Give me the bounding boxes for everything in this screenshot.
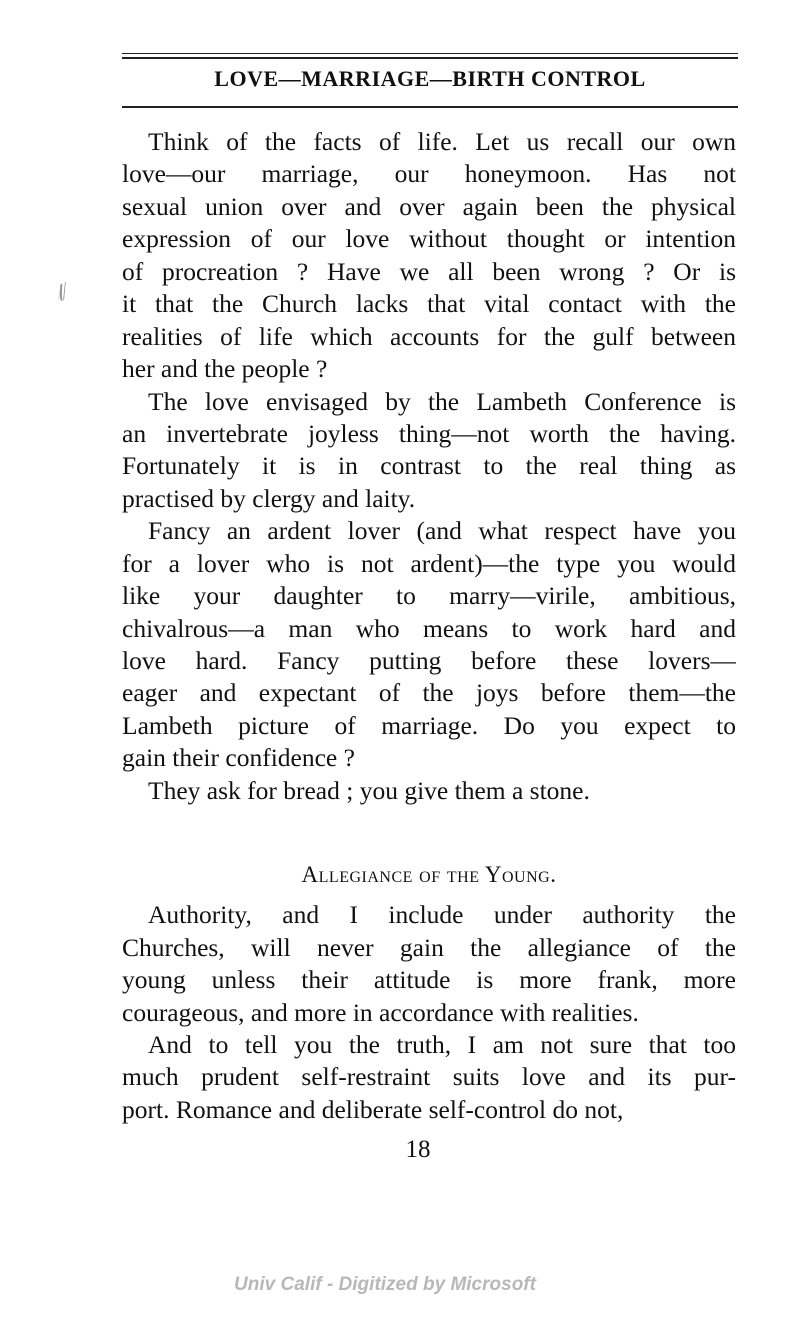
page-number: 18 — [405, 1136, 431, 1163]
text-line: Fortunately it is in contrast to the real thing as — [122, 451, 736, 481]
text-line: They ask for bread ; you give them a stone. — [148, 775, 590, 805]
text-line: eager and expectant of the joys before them—the — [122, 678, 736, 708]
text-line: Fancy an ardent lover (and what respect have you — [148, 516, 736, 546]
text-line: practised by clergy and laity. — [122, 483, 416, 513]
text-line: an invertebrate joyless thing—not worth the having. — [122, 418, 736, 448]
text-line: port. Romance and deliberate self-control do not, — [122, 1094, 624, 1124]
section-two — [122, 899, 736, 1126]
top-rule-thick — [122, 57, 738, 59]
text-line: Lambeth picture of marriage. Do you expect to — [122, 710, 736, 740]
text-line: realities of life which accounts for the gulf between — [122, 321, 736, 351]
text-line: sexual union over and over again been the physical — [122, 191, 736, 221]
section-heading: Allegiance of the Young. — [301, 862, 557, 888]
text-line: her and the people ? — [122, 354, 328, 384]
text-line: for a lover who is not ardent)—the type you would — [122, 548, 736, 578]
section-one — [122, 126, 736, 807]
text-line: love hard. Fancy putting before these lovers— — [122, 646, 736, 675]
digitization-watermark: Univ Calif - Digitized by Microsoft — [234, 1274, 536, 1295]
text-line: like your daughter to marry—virile, ambitious, — [122, 581, 736, 611]
text-line: love—our marriage, our honeymoon. Has not — [122, 159, 736, 189]
text-line: of procreation ? Have we all been wrong ? Or is — [122, 256, 736, 286]
page-body — [122, 126, 736, 1126]
text-line: courageous, and more in accordance with realities. — [122, 997, 639, 1027]
text-line: it that the Church lacks that vital contact with the — [122, 289, 736, 319]
text-line: Authority, and I include under authority the — [148, 900, 736, 930]
text-line: Think of the facts of life. Let us recall our own — [148, 127, 736, 156]
text-line: expression of our love without thought or intention — [122, 224, 736, 254]
running-header: LOVE—MARRIAGE—BIRTH CONTROL — [214, 66, 646, 91]
text-line: Churches, will never gain the allegiance of the — [122, 932, 736, 962]
text-line: chivalrous—a man who means to work hard and — [122, 613, 736, 643]
text-line: And to tell you the truth, I am not sure that too — [148, 1029, 736, 1059]
header-rule — [122, 106, 738, 108]
top-rule-thin — [122, 53, 738, 54]
text-line: young unless their attitude is more frank, more — [122, 965, 736, 995]
text-line: The love envisaged by the Lambeth Conference is — [148, 386, 736, 416]
text-line: gain their confidence ? — [122, 743, 355, 773]
text-line: much prudent self-restraint suits love and its pur- — [122, 1062, 736, 1092]
margin-pencil-mark: 𝓁⁄ — [50, 278, 73, 307]
